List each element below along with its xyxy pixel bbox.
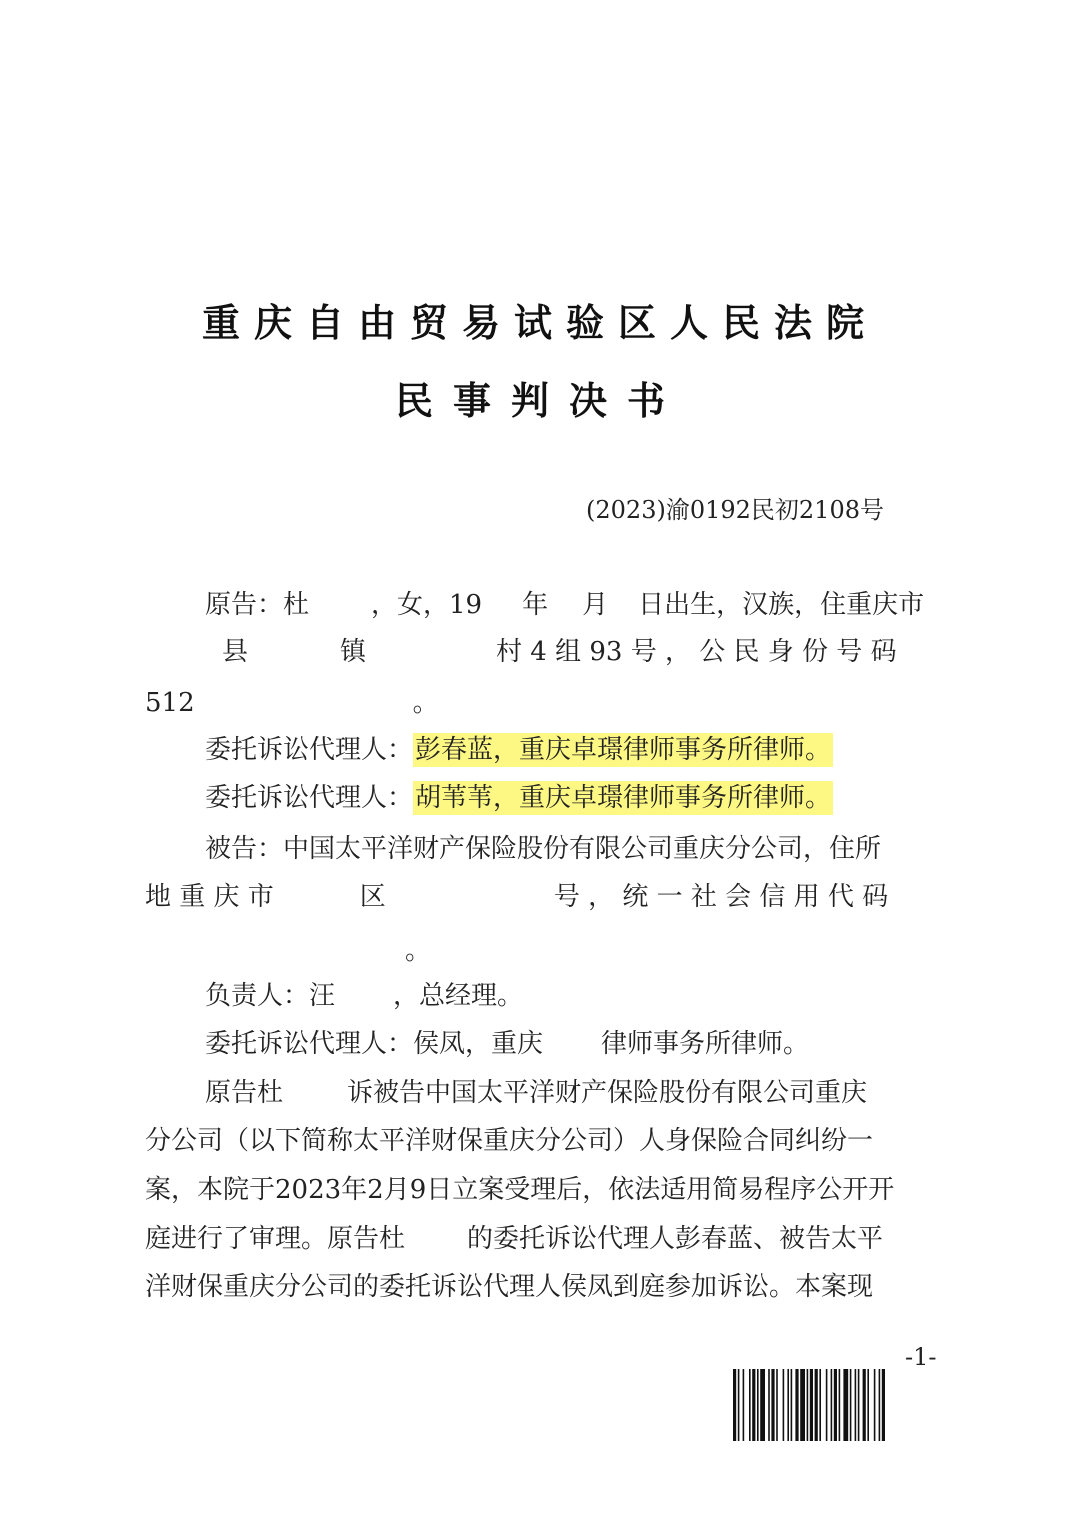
body-trial: 庭进行了审理。原告杜 (145, 1224, 406, 1254)
principal-label: 负责人：汪 (205, 981, 336, 1011)
plaintiff-line-2 (222, 635, 897, 669)
document-type: 民事判决书 (394, 379, 685, 423)
plaintiff-year-unit: 年 (522, 590, 549, 620)
body-claim: 诉被告中国太平洋财产保险股份有限公司重庆 (347, 1078, 868, 1108)
defendant-agent-firm: 律师事务所律师。 (601, 1029, 810, 1059)
plaintiff-id-prefix: 512 (145, 688, 195, 718)
plaintiff-county: 县 (222, 637, 249, 667)
principal-title: ，总经理。 (393, 981, 524, 1011)
agent-1-value: 彭春蓝，重庆卓璟律师事务所律师。 (415, 735, 832, 765)
plaintiff-town: 镇 (340, 637, 367, 667)
body-line-5: 洋财保重庆分公司的委托诉讼代理人侯凤到庭参加诉讼。本案现 (145, 1272, 874, 1302)
case-number: (2023)渝0192民初2108号 (586, 496, 884, 524)
plaintiff-village-id: 村 4 组 93 号 ， 公 民 身 份 号 码 (496, 637, 897, 667)
plaintiff-line-1 (205, 588, 924, 622)
plaintiff-agent-2 (205, 781, 833, 815)
plaintiff-birth-residence: 日出生，汉族，住重庆市 (638, 590, 925, 620)
defendant-district: 区 (359, 882, 386, 912)
barcode-icon (733, 1369, 945, 1441)
body-line-1 (205, 1076, 867, 1110)
plaintiff-name-label: 原告：杜 (205, 590, 310, 620)
defendant-line-3: 。 (405, 936, 432, 966)
defendant-agent (205, 1027, 809, 1061)
body-line-4 (145, 1222, 883, 1256)
body-line-2: 分公司（以下简称太平洋财保重庆分公司）人身保险合同纠纷一 (145, 1126, 874, 1156)
agent-1-label: 委托诉讼代理人： (205, 735, 414, 765)
plaintiff-agent-1 (205, 733, 833, 767)
defendant-principal (205, 979, 523, 1013)
defendant-agent-label: 委托诉讼代理人：侯凤，重庆 (205, 1029, 544, 1059)
plaintiff-gender-year: ，女，19 (371, 590, 483, 620)
defendant-credit-code-label: 号 ， 统 一 社 会 信 用 代 码 (553, 882, 889, 912)
page-number: -1- (905, 1343, 937, 1371)
plaintiff-line-3 (145, 686, 439, 720)
body-plaintiff: 原告杜 (205, 1078, 284, 1108)
agent-2-label: 委托诉讼代理人： (205, 783, 414, 813)
court-name: 重庆自由贸易试验区人民法院 (201, 301, 878, 345)
defendant-line-1: 被告：中国太平洋财产保险股份有限公司重庆分公司，住所 (205, 834, 882, 864)
body-line-3: 案，本院于2023年2月9日立案受理后，依法适用简易程序公开开 (145, 1175, 895, 1205)
plaintiff-month-unit: 月 (582, 590, 609, 620)
defendant-city: 地 重 庆 市 (145, 882, 274, 912)
defendant-line-2 (145, 880, 888, 914)
plaintiff-id-end: 。 (412, 688, 439, 718)
agent-2-value: 胡苇苇，重庆卓璟律师事务所律师。 (415, 783, 832, 813)
body-agents: 的委托诉讼代理人彭春蓝、被告太平 (467, 1224, 884, 1254)
